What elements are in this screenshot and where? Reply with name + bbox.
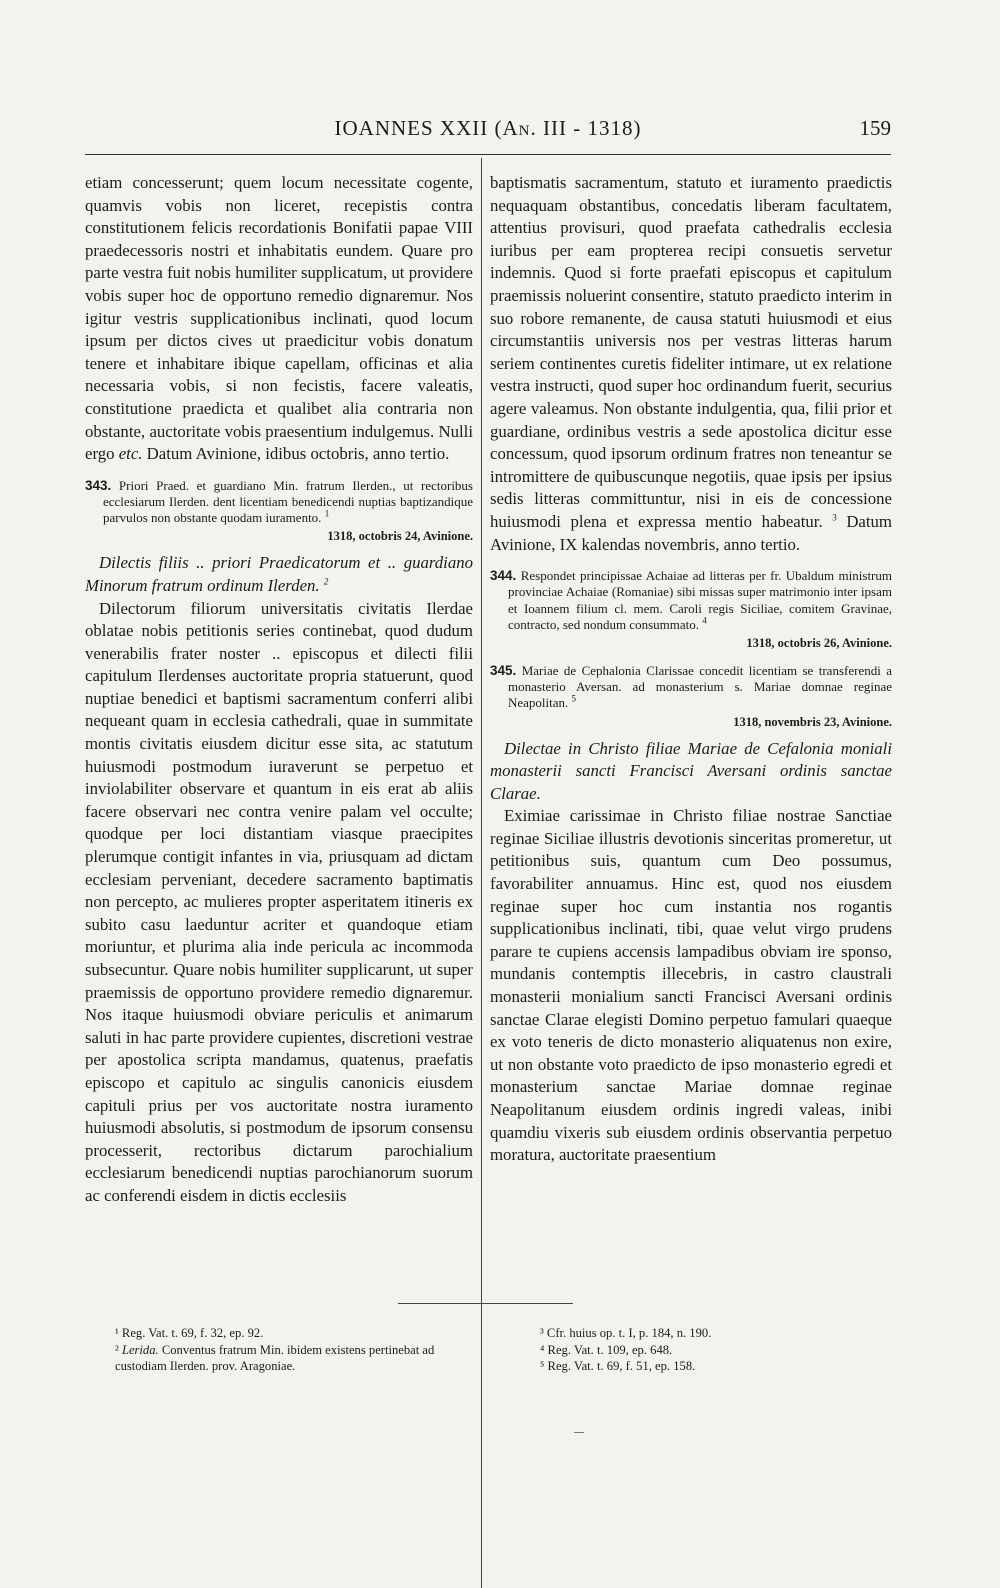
letter-343-text: Dilectorum filiorum universitatis civitatis Ilerdae oblatae nobis petitionis series continebat, quod dudum venerabilis frater noster .. episcopus et dilecti filii capitulum Ilerdenses auctoritate propria statuerunt, quod nuptiae benedici et baptismi sacramentum conferri alibi nequeant quam in ecclesia cathedrali, quae in summitate montis civitatis eiusdem dicitur esse sita, ac statutum huiusmodi postmodum iuraverunt se perpetuo et inviolabiliter observare et quantum in eis erat ab aliis facere observari nec contra venire palam vel occulte; quodque per loci distantiam viasque praecipites plerumque contigit infantes in via, priusquam ad dictam ecclesiam perveniant, decedere sacramento baptimatis non percepto, ac mulieres propter asperitatem itineris ex subito casu laeduntur acriter et quandoque etiam moriuntur, et plurima alia inde pericula ac incommoda subsecuntur. Quare nobis humiliter supplicarunt, ut super praemissis de opportuno providere remedio dignaremur. Nos itaque huiusmodi obviare periculis et animarum saluti in hac parte providere cupientes, discretioni vestrae per apostolica scripta mandamus, quatenus, praefatis episcopo et capitulo ac singulis canonicis eiusdem capituli prius per vos auctoritate nostra iuramento huiusmodi absolutis, si postmodum de ipsorum consensu processerit, rectoribus dictarum parochialium ecclesiarum benedicendi nuptias parochianorum suorum ac conferendi eisdem in dictis ecclesiis: [85, 598, 473, 1205]
footnote-rule: [398, 1303, 573, 1304]
letter-345-text: Eximiae carissimae in Christo filiae nostrae Sanctiae reginae Siciliae illustris devotionis sinceritas promeretur, ut petitionibus suis, quantum cum Deo possumus, favorabiliter annuamus. Hinc est, quod nos eiusdem reginae super hoc cum instantia nos rogantis supplicationibus inclinati, tibi, quae velut virgo prudens parare te cupiens accensis lampadibus obviam ire sponso, mundanis contemptis illecebris, in castro claustrali monasterii monialium sancti Francisci Aversani ordinis sanctae Clarae elegisti Domino perpetuo famulari quaeque ex voto teneris de dicto monasterio aliquatenus non exire, ut non obstante voto praedicto de ipso monasterio egredi et monasterium sanctae Mariae domnae reginae Neapolitanum eiusdem ordinis ingredi valeas, inibi quamdiu vixeris sub eiusdem ordinis observantia perpetuo moratura, auctoritate praesentium: [490, 806, 892, 1165]
date-343: 1318, octobris 24, Avinione.: [327, 529, 473, 544]
column-divider: [481, 158, 482, 1588]
bottom-dash: [574, 1432, 584, 1433]
date-344: 1318, octobris 26, Avinione.: [746, 635, 892, 650]
footnote-5: ⁵ Reg. Vat. t. 69, f. 51, ep. 158.: [540, 1359, 696, 1373]
regest-344: 344. Respondet principissae Achaiae ad litteras per fr. Ubaldum ministrum provinciae Achaiae (Romaniae) sibi missas super matrimonio inter ipsam et Ioannem filium cl. mem. Caroli regis Siciliae, comitem Gravinae, contracto, sed nondum consummato. $^4$: [490, 568, 892, 632]
address-343: Dilectis filiis .. priori Praedicatorum et .. guardiano Minorum fratrum ordinum Ilerden. $^2$: [85, 553, 473, 595]
footnote-4: ⁴ Reg. Vat. t. 109, ep. 648.: [540, 1342, 673, 1357]
header-rule: [85, 154, 891, 155]
footnotes-right: [510, 1325, 890, 1375]
letter-343-continued: baptismatis sacramentum, statuto et iuramento praedictis nequaquam obstantibus, concedatis liberam facultatem, attentius provisuri, quod praefata cathedralis ecclesia iuribus per eam propterea recipi consuetis servetur indemnis. Quod si forte praefati episcopus et capitulum praemissis noluerint consentire, statuto praedicto interim in suo robore remanente, de causa statuti huiusmodi et eius circumstantiis universis nos per vestras litteras harum seriem continentes curetis fideliter intimare, ut ex relatione vestra instructi, quod super hoc ordinandum fuerit, securius agere valeamus. Non obstante indulgentia, qua, filii prior et guardiane, ordinibus vestris a sede apostolica dicitur esse concessum, quod ipsorum ordinum fratres non teneantur se intromittere de quibuscunque negotiis, quae ipsis per ipsius sedis litteras committuntur, nisi in eis de concessione huiusmodi plena et expressa mentio habeatur. $^3$ Datum Avinione, IX kalendas novembris, anno tertio.: [490, 173, 892, 554]
running-title: IOANNES XXII (AN. III - 1318): [334, 116, 642, 140]
date-345: 1318, novembris 23, Avinione.: [733, 714, 892, 729]
left-column: [85, 172, 473, 1208]
footnote-3: ³ Cfr. huius op. t. I, p. 184, n. 190.: [540, 1326, 712, 1340]
regest-345: 345. Mariae de Cephalonia Clarissae concedit licentiam se transferendi a monasterio Aversan. ad monasterium s. Mariae domnae reginae Neapolitan. $^5$: [490, 662, 892, 711]
running-head: [85, 116, 891, 146]
footnote-2: ² Lerida. Conventus fratrum Min. ibidem existens pertinebat ad custodiam Ilerden. prov. Aragoniae.: [115, 1342, 435, 1373]
paragraph-continued: etiam concesserunt; quem locum necessitate cogente, quamvis vobis non liceret, recepistis contra constitutionem felicis recordationis Bonifatii papae VIII praedecessoris nostri et inhabitatis eundem. Quare pro parte vestra fuit nobis humiliter supplicatum, ut providere vobis super hoc de opportuno remedio dignaremur. Nos igitur vestris supplicationibus inclinati, quod locum ipsum per dictos cives ut praedicitur vobis donatum tenere et inhabitare ibique capellam, officinas et alia necessaria vobis, si non fecistis, facere valeatis, constitutione praedicta et qualibet alia contraria non obstante, auctoritate vobis praesentium indulgemus. Nulli ergo etc. Datum Avinione, idibus octobris, anno tertio.: [85, 173, 473, 464]
footnotes-left: [85, 1325, 473, 1375]
footnote-1: ¹ Reg. Vat. t. 69, f. 32, ep. 92.: [115, 1326, 264, 1340]
right-column: [490, 172, 892, 1167]
page-number: 159: [859, 116, 891, 140]
address-345: Dilectae in Christo filiae Mariae de Cefalonia moniali monasterii sancti Francisci Aversani ordinis sanctae Clarae.: [490, 738, 892, 803]
regest-343: 343. Priori Praed. et guardiano Min. fratrum Ilerden., ut rectoribus ecclesiarum Ilerden. dent licentiam benedicendi nuptias baptizandique parvulos non obstante quodam iuramento. $^1$: [85, 477, 473, 526]
